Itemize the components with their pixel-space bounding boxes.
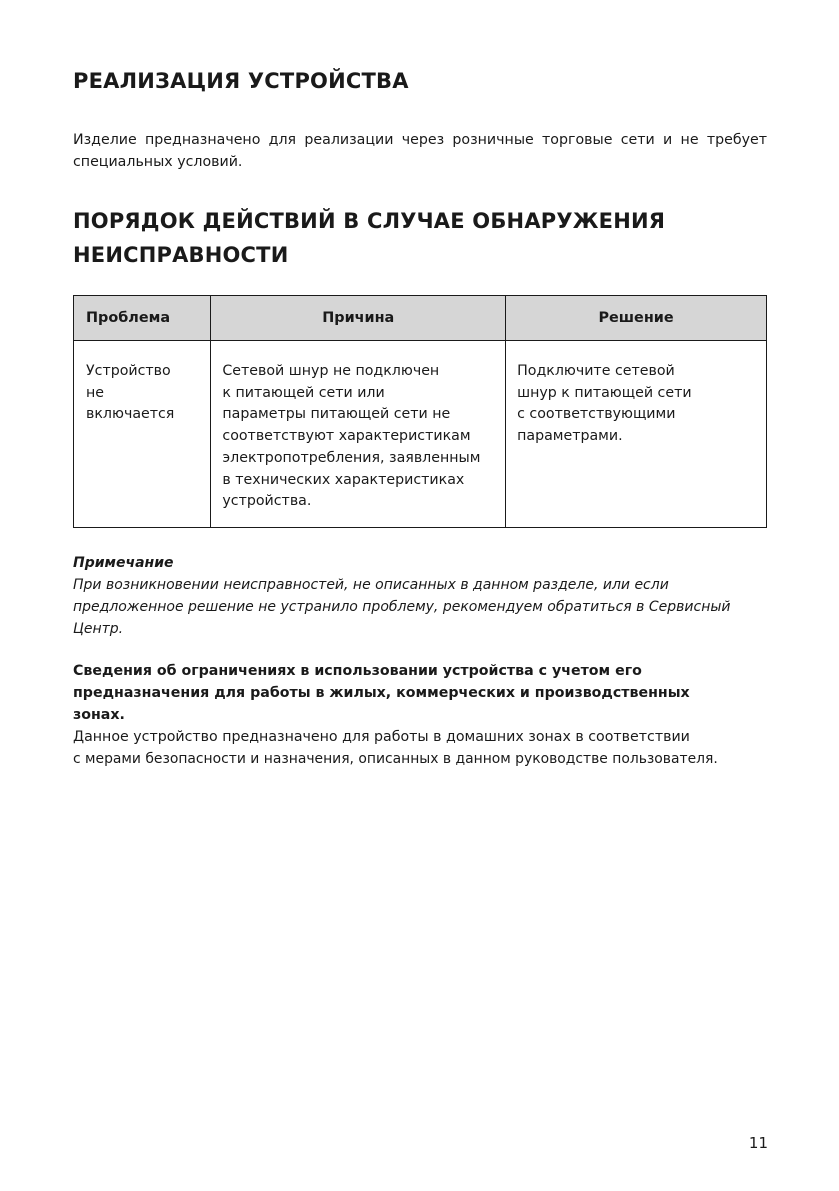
cell-solution — [506, 341, 767, 528]
section-title-troubleshooting — [73, 204, 665, 272]
restrictions-block — [73, 660, 767, 770]
cell-line: электропотребления, заявленным — [222, 449, 481, 466]
cell-cause — [211, 341, 506, 528]
note-line: Центр. — [73, 621, 124, 637]
cell-line: параметрами. — [517, 428, 623, 445]
cell-problem — [74, 341, 211, 528]
note-line: При возникновении неисправностей, не описанных в данном разделе, или если — [73, 577, 669, 593]
page-number: 11 — [748, 1134, 768, 1152]
restrictions-title-line: Сведения об ограничениях в использовании устройства с учетом его — [73, 663, 642, 679]
restrictions-title-line: предназначения для работы в жилых, коммерческих и производственных — [73, 685, 690, 701]
sales-paragraph: Изделие предназначено для реализации через розничные торговые сети и не требует специальных условий. — [73, 132, 767, 170]
note-line: предложенное решение не устранило проблему, рекомендуем обратиться в Сервисный — [73, 599, 731, 615]
cell-line: с соответствующими — [517, 406, 676, 423]
cell-line: не — [86, 384, 105, 401]
cell-line: Подключите сетевой — [517, 363, 675, 379]
cell-line: шнур к питающей сети — [517, 384, 692, 401]
table-header-row — [74, 296, 767, 341]
restrictions-text-line: Данное устройство предназначено для работы в домашних зонах в соответствии — [73, 729, 690, 745]
cell-line: к питающей сети или — [222, 384, 385, 401]
cell-line: параметры питающей сети не — [222, 406, 451, 423]
cell-line: соответствуют характеристикам — [222, 428, 471, 445]
column-header-solution: Решение — [506, 296, 767, 341]
restrictions-title-line: зонах. — [73, 707, 125, 723]
restrictions-text-line: с мерами безопасности и назначения, описанных в данном руководстве пользователя. — [73, 751, 718, 767]
note-title: Примечание — [73, 555, 174, 571]
section-title-line: НЕИСПРАВНОСТИ — [73, 243, 289, 267]
cell-line: в технических характеристиках — [222, 471, 465, 488]
cell-line: Устройство — [86, 363, 171, 379]
section-title-line: ПОРЯДОК ДЕЙСТВИЙ В СЛУЧАЕ ОБНАРУЖЕНИЯ — [73, 209, 666, 233]
cell-line: Сетевой шнур не подключен — [222, 363, 440, 379]
troubleshooting-table — [73, 295, 767, 528]
column-header-cause: Причина — [211, 296, 506, 341]
section-title-sales: РЕАЛИЗАЦИЯ УСТРОЙСТВА — [73, 69, 409, 93]
cell-line: включается — [86, 406, 175, 423]
table-row — [74, 341, 767, 528]
column-header-problem: Проблема — [74, 296, 211, 341]
note-block — [73, 552, 767, 640]
cell-line: устройства. — [222, 493, 312, 510]
